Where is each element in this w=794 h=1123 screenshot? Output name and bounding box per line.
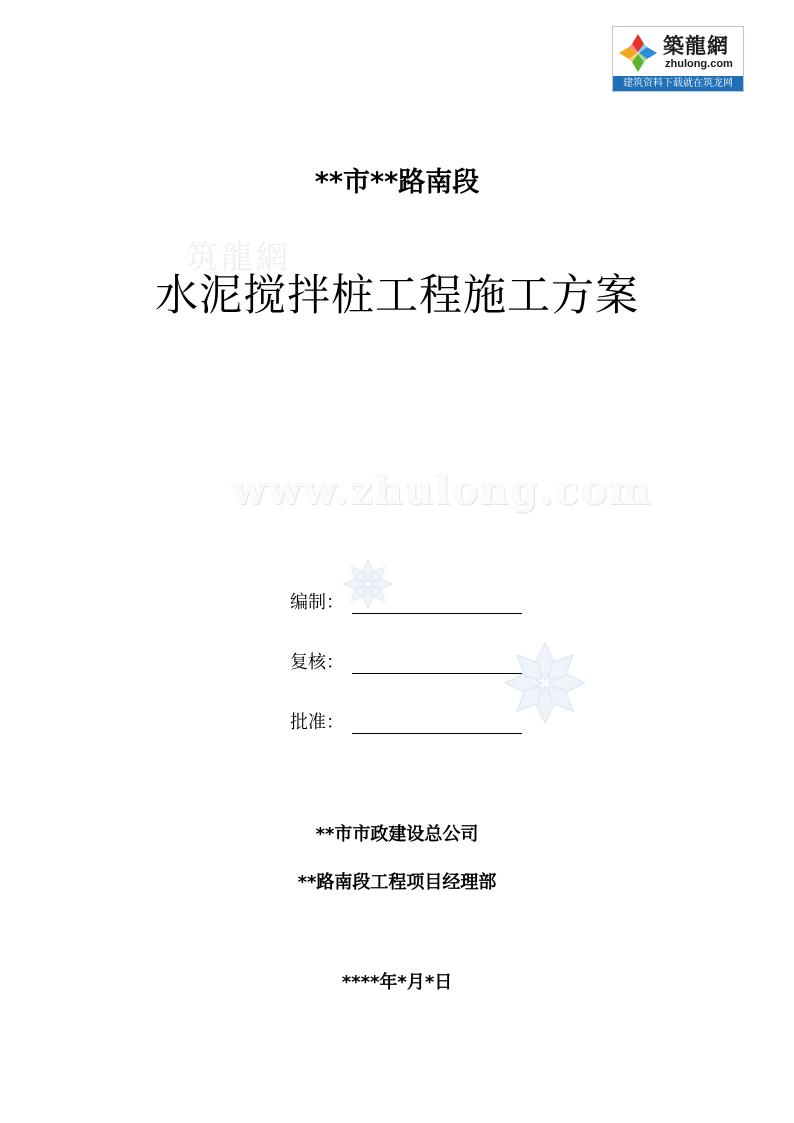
department-name: **路南段工程项目经理部 xyxy=(297,872,497,893)
url-watermark: www.zhulong.com xyxy=(232,468,653,514)
document-title: 水泥搅拌桩工程施工方案 xyxy=(155,271,639,321)
signature-row-approved xyxy=(290,704,522,734)
signature-label: 编制： xyxy=(290,592,344,613)
signature-line xyxy=(352,591,522,614)
project-subtitle: **市**路南段 xyxy=(314,167,480,198)
company-name: **市市政建设总公司 xyxy=(315,824,479,845)
logo-slogan: 建筑资料下载就在筑龙网 xyxy=(613,76,743,91)
signature-line xyxy=(352,711,522,734)
signature-row-compiled xyxy=(290,584,522,614)
signature-line xyxy=(352,651,522,674)
zhulong-pinwheel-icon xyxy=(617,32,659,74)
logo-name-cn: 築龍網 xyxy=(663,33,729,58)
signature-label: 批准： xyxy=(290,712,344,733)
document-date: ****年*月*日 xyxy=(341,972,453,993)
signature-row-reviewed xyxy=(290,644,522,674)
signature-label: 复核： xyxy=(290,652,344,673)
logo-domain: zhulong.com xyxy=(665,58,733,70)
ghost-watermark-text: 筑龍網 xyxy=(186,238,292,276)
zhulong-logo xyxy=(612,26,744,92)
